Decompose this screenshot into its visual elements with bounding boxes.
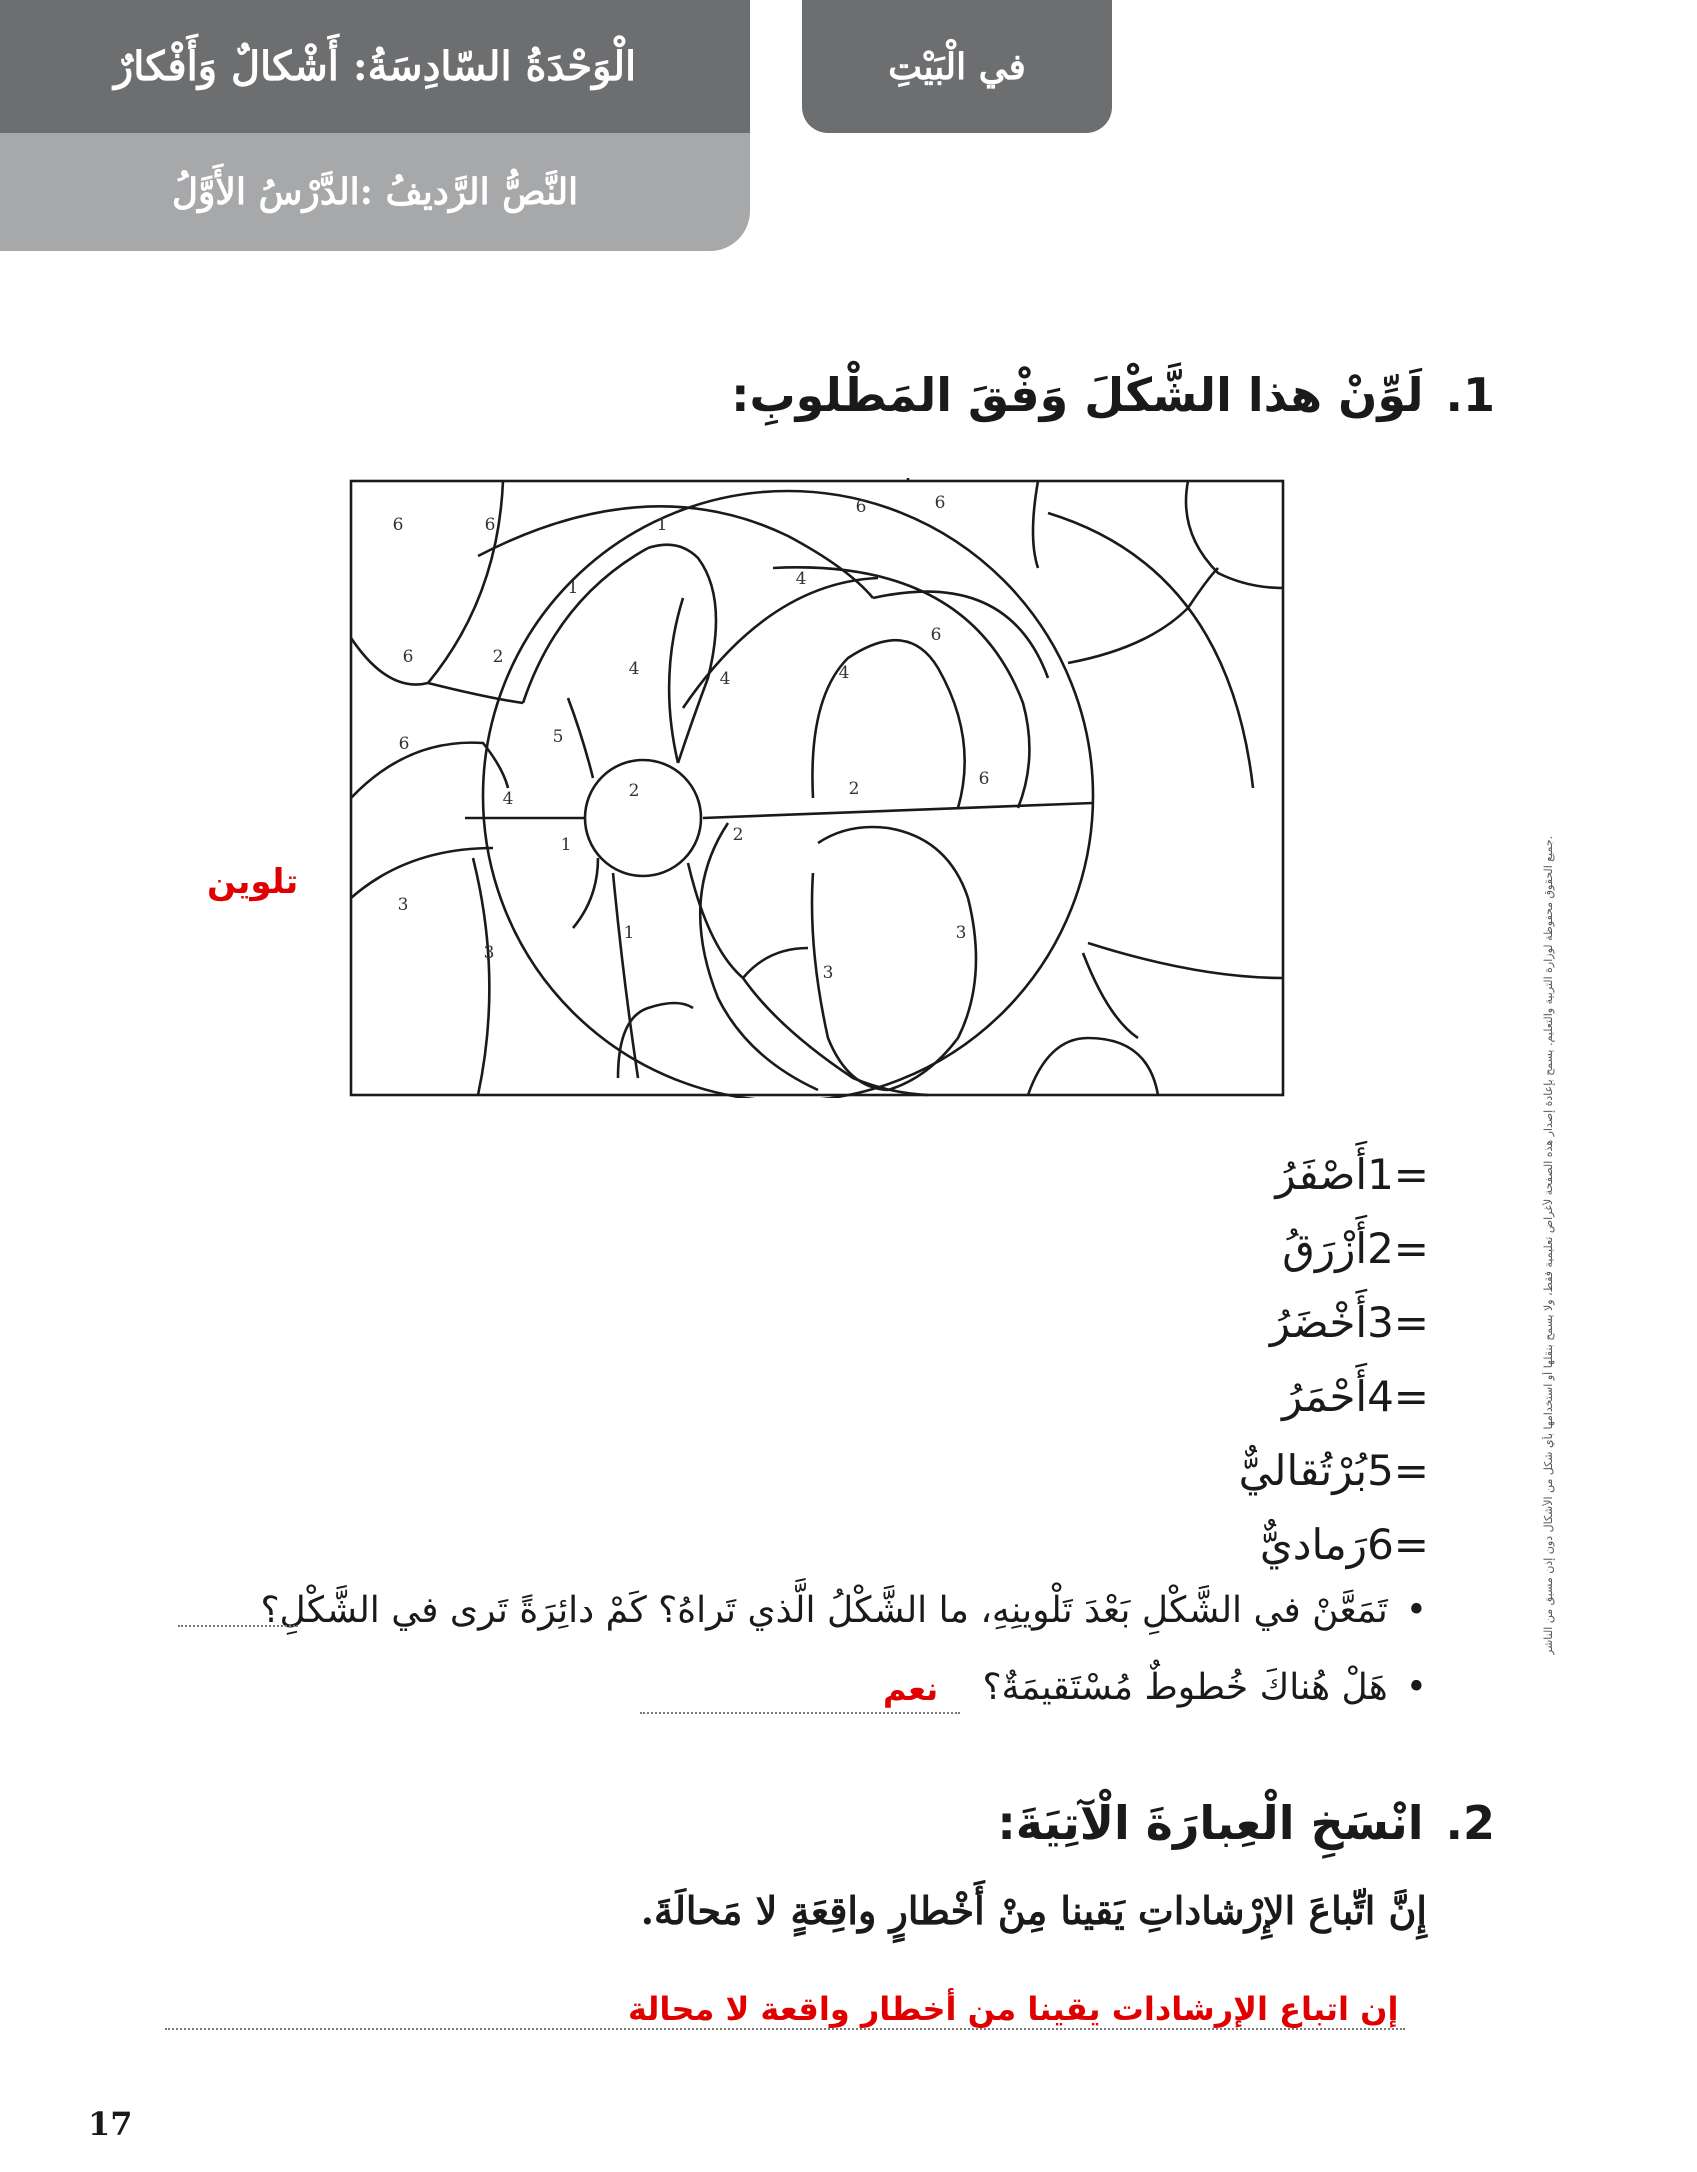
- copyright-notice: جميع الحقوق محفوظة لوزارة التربية والتعليم. يسمح بإعادة إصدار هذه الصفحة لأغراض تعليمية فقط، ولا يسمح بنقلها أو استخدامها بأي شكل من الأشكال دون إذن مسبق من الناشر.: [1542, 835, 1555, 1655]
- region-label: 3: [397, 895, 409, 915]
- curve: [648, 545, 716, 763]
- curve: [703, 803, 1093, 818]
- figure-frame: [351, 481, 1283, 1095]
- curve: [683, 578, 878, 708]
- curve: [351, 848, 493, 898]
- region-label: 2: [848, 779, 860, 799]
- curve: [1186, 481, 1283, 588]
- color-legend: [1239, 1138, 1429, 1582]
- question-1-title: [731, 368, 1495, 422]
- region-label: 4: [628, 659, 640, 679]
- curve: [568, 698, 593, 778]
- lesson-title: النَّصُّ الرَّديفُ :الدَّرْسُ الأَوَّلُ: [171, 171, 579, 213]
- legend-color: بُرْتُقاليٌّ: [1238, 1446, 1368, 1495]
- region-label: 4: [838, 663, 850, 683]
- region-label: 4: [502, 789, 514, 809]
- curve: [478, 506, 873, 598]
- curve: [573, 858, 598, 928]
- home-tab: [802, 0, 1112, 133]
- legend-item: [1239, 1434, 1429, 1508]
- region-label: 6: [398, 734, 410, 754]
- question-2-title: [997, 1796, 1495, 1850]
- legend-item: [1239, 1360, 1429, 1434]
- bullet-dot: •: [1405, 1667, 1427, 1708]
- answer-line-3[interactable]: [165, 2028, 1405, 2030]
- curve: [818, 827, 976, 1090]
- region-label: 6: [484, 515, 496, 535]
- copy-sentence: إِنَّ اتِّباعَ الإِرْشاداتِ يَقينا مِنْ أَخْطارٍ واقِعَةٍ لا مَحالَةَ.: [640, 1888, 1427, 1933]
- region-label: 2: [492, 647, 504, 667]
- curve: [688, 863, 928, 1095]
- curve: [743, 948, 808, 978]
- curve: [700, 823, 818, 1090]
- bullet-question-1: [260, 1590, 1427, 1631]
- question-2-number: 2.: [1445, 1796, 1495, 1850]
- bullet-dot: •: [1405, 1590, 1427, 1631]
- region-label: 2: [732, 825, 744, 845]
- bullet-question-2: [982, 1667, 1427, 1708]
- curve: [669, 598, 683, 763]
- page-number: 17: [88, 2105, 133, 2143]
- curve: [1028, 1038, 1158, 1095]
- coloring-figure[interactable]: [348, 478, 1286, 1098]
- legend-color: أَحْمَرُ: [1281, 1372, 1368, 1421]
- region-label: 4: [795, 569, 807, 589]
- curve: [1088, 943, 1283, 978]
- region-label: 1: [560, 835, 572, 855]
- region-label: 3: [955, 923, 967, 943]
- legend-item: [1239, 1212, 1429, 1286]
- legend-color: أَخْضَرُ: [1269, 1298, 1368, 1347]
- legend-number: 5=: [1367, 1446, 1429, 1495]
- curve: [1048, 513, 1253, 788]
- question-1-text: لَوِّنْ هذا الشَّكْلَ وَفْقَ المَطْلوبِ:: [731, 368, 1424, 422]
- legend-item: [1239, 1138, 1429, 1212]
- home-tab-label: في الْبَيْتِ: [888, 45, 1026, 88]
- region-label: 6: [402, 647, 414, 667]
- legend-item: [1239, 1286, 1429, 1360]
- region-label: 2: [628, 781, 640, 801]
- coloring-answer: تلوين: [207, 862, 299, 902]
- straight-lines-answer: نعم: [883, 1670, 939, 1708]
- curve: [812, 640, 964, 808]
- legend-color: رَماديٌّ: [1259, 1520, 1368, 1569]
- unit-title-banner: [0, 0, 750, 133]
- bullet-question-1-text: تَمَعَّنْ في الشَّكْلِ بَعْدَ تَلْوينِهِ، ما الشَّكْلُ الَّذي تَراهُ؟ كَمْ دائِرَةً تَرى في الشَّكْلِ؟: [260, 1590, 1388, 1631]
- legend-color: أَزْرَقُ: [1282, 1224, 1368, 1273]
- legend-number: 3=: [1367, 1298, 1429, 1347]
- legend-number: 4=: [1367, 1372, 1429, 1421]
- lesson-title-banner: [0, 133, 750, 251]
- region-label: 3: [822, 963, 834, 983]
- legend-color: أَصْفَرُ: [1275, 1150, 1368, 1199]
- curve: [1068, 568, 1218, 663]
- region-label: 4: [719, 669, 731, 689]
- answer-line-2[interactable]: [640, 1712, 960, 1714]
- curve: [473, 858, 489, 1095]
- unit-title: الْوَحْدَةُ السّادِسَةُ: أَشْكالٌ وَأَفْكارٌ: [113, 43, 637, 90]
- region-label: 3: [483, 943, 495, 963]
- question-1-number: 1.: [1445, 368, 1495, 422]
- center-circle: [585, 760, 701, 876]
- region-label: 5: [552, 727, 564, 747]
- region-label: 1: [656, 515, 668, 535]
- region-label: 1: [567, 578, 579, 598]
- curve: [1033, 481, 1038, 568]
- question-2-text: انْسَخِ الْعِبارَةَ الْآتِيَةَ:: [997, 1796, 1424, 1850]
- curve: [873, 592, 1048, 678]
- region-label: 6: [978, 769, 990, 789]
- legend-number: 1=: [1367, 1150, 1429, 1199]
- region-label: 6: [392, 515, 404, 535]
- copied-sentence-answer: إن اتباع الإرشادات يقينا من أخطار واقعة لا محالة: [628, 1990, 1399, 2028]
- legend-number: 6=: [1367, 1520, 1429, 1569]
- region-label: 1: [623, 923, 635, 943]
- bullet-question-2-text: هَلْ هُناكَ خُطوطٌ مُسْتَقيمَةٌ؟: [982, 1667, 1388, 1708]
- region-label: 6: [855, 497, 867, 517]
- curve: [523, 548, 648, 703]
- curve: [1083, 953, 1138, 1038]
- legend-number: 2=: [1367, 1224, 1429, 1273]
- answer-line-1[interactable]: [178, 1625, 298, 1627]
- legend-item: [1239, 1508, 1429, 1582]
- region-label: 6: [934, 493, 946, 513]
- region-label: 6: [930, 625, 942, 645]
